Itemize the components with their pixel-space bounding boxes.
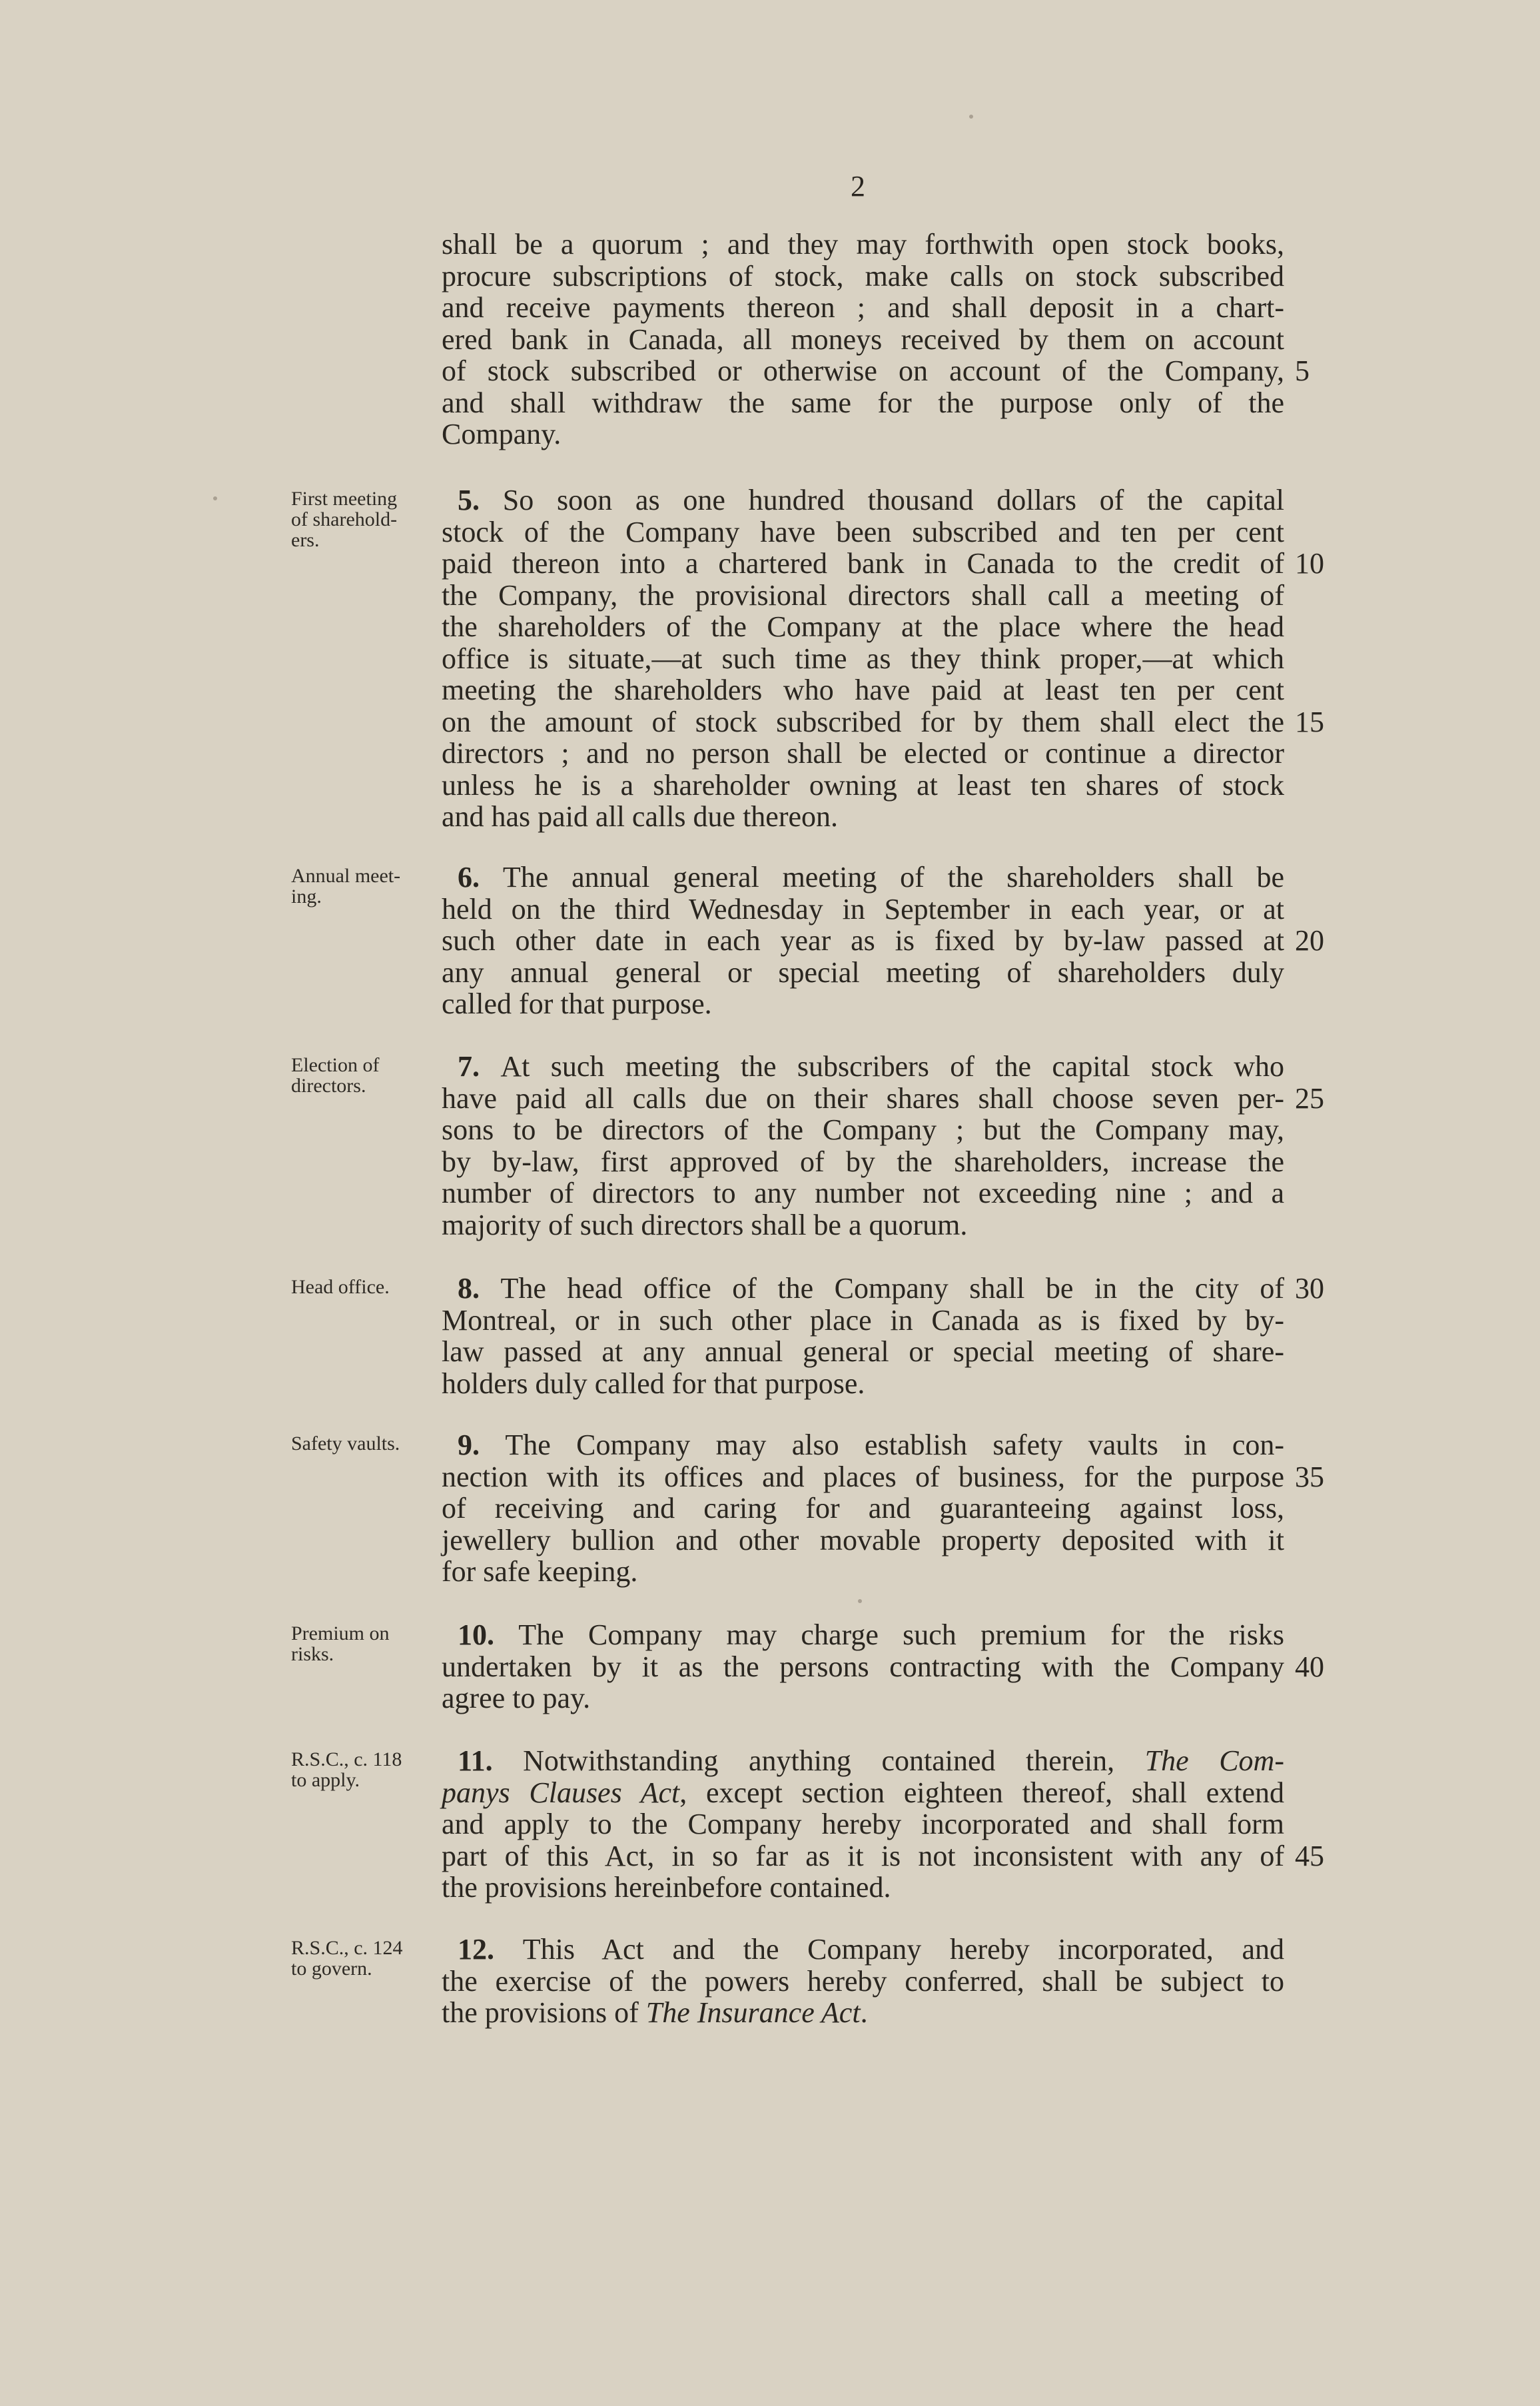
margin-note-line: Annual meet- xyxy=(291,865,401,887)
text-line: such other date in each year as is fixed by by-law passed at xyxy=(442,924,1284,957)
margin-note-line: Head office. xyxy=(291,1276,390,1298)
text-line: procure subscriptions of stock, make calls on stock subscribed xyxy=(442,259,1284,293)
text-line: of receiving and caring for and guaranteeing against loss, xyxy=(442,1492,1284,1524)
text-line: and apply to the Company hereby incorporated and shall form xyxy=(442,1808,1284,1840)
section-number: 8. xyxy=(458,1272,501,1305)
text-line: the provisions hereinbefore contained. xyxy=(442,1871,891,1904)
section-number: 6. xyxy=(458,861,503,894)
line-number: 20 xyxy=(1295,924,1324,957)
line-number: 45 xyxy=(1295,1839,1324,1872)
text-line: 6. The annual general meeting of the shareholders shall be xyxy=(458,861,1284,894)
text-line: unless he is a shareholder owning at least ten shares of stock xyxy=(442,768,1284,802)
section-number: 10. xyxy=(458,1618,519,1651)
text-line: 8. The head office of the Company shall be in the city of xyxy=(458,1272,1284,1305)
margin-note-line: Safety vaults. xyxy=(291,1433,400,1455)
section-paragraph xyxy=(442,1619,1284,1714)
text-line: and shall withdraw the same for the purpose only of the xyxy=(442,386,1284,419)
section-number: 7. xyxy=(458,1050,501,1083)
margin-note xyxy=(291,1277,444,1297)
text-line: holders duly called for that purpose. xyxy=(442,1367,865,1400)
text-line: held on the third Wednesday in September in each year, or at xyxy=(442,892,1284,925)
text-line: law passed at any annual general or special meeting of share- xyxy=(442,1335,1284,1368)
margin-note xyxy=(291,1749,444,1790)
margin-note xyxy=(291,1623,444,1664)
italic-title: The Com- xyxy=(1144,1744,1284,1777)
line-number: 5 xyxy=(1295,354,1310,387)
text-line: any annual general or special meeting of shareholders duly xyxy=(442,955,1284,989)
line-number: 40 xyxy=(1295,1650,1324,1683)
text-line: majority of such directors shall be a quorum. xyxy=(442,1208,968,1241)
margin-note-line: ing. xyxy=(291,886,322,907)
line-number: 30 xyxy=(1295,1272,1324,1305)
text-line: shall be a quorum ; and they may forthwith open stock books, xyxy=(442,228,1284,261)
text-line: the provisions of The Insurance Act. xyxy=(442,1996,868,2029)
margin-note xyxy=(291,1938,444,1979)
margin-note xyxy=(291,488,444,550)
continuation-paragraph xyxy=(442,229,1284,450)
margin-note-line: of sharehold- xyxy=(291,508,398,530)
text-line: 9. The Company may also establish safety vaults in con- xyxy=(458,1429,1285,1461)
section-paragraph xyxy=(442,862,1284,1020)
text-line: panys Clauses Act, except section eighteen thereof, shall extend xyxy=(442,1776,1284,1809)
line-number: 15 xyxy=(1295,705,1324,738)
text-line: 12. This Act and the Company hereby incorporated, and xyxy=(458,1933,1285,1966)
text-line: undertaken by it as the persons contracting with the Company xyxy=(442,1650,1284,1683)
margin-note-line: First meeting xyxy=(291,488,398,510)
margin-note-line: directors. xyxy=(291,1075,366,1097)
text-line: 7. At such meeting the subscribers of the capital stock who xyxy=(458,1050,1284,1083)
text-line: the shareholders of the Company at the place where the head xyxy=(442,610,1284,643)
text-line: nection with its offices and places of business, for the purpose xyxy=(442,1460,1284,1493)
margin-note xyxy=(291,1433,444,1454)
margin-note-line: risks. xyxy=(291,1643,334,1665)
margin-note xyxy=(291,866,444,907)
section-paragraph xyxy=(442,1429,1284,1588)
text-line: 5. So soon as one hundred thousand dollars of the capital xyxy=(458,484,1284,516)
section-paragraph xyxy=(442,1745,1284,1904)
margin-note-line: to govern. xyxy=(291,1958,372,1980)
text-line: Company. xyxy=(442,418,562,450)
margin-note-line: Premium on xyxy=(291,1622,390,1644)
section-number: 9. xyxy=(458,1429,506,1461)
text-line: stock of the Company have been subscribed and ten per cent xyxy=(442,515,1284,548)
page-number: 2 xyxy=(851,170,865,203)
text-line: by by-law, first approved of by the shareholders, increase the xyxy=(442,1145,1284,1178)
text-line: the Company, the provisional directors shall call a meeting of xyxy=(442,578,1284,612)
text-line: office is situate,—at such time as they think proper,—at which xyxy=(442,642,1284,675)
text-line: directors ; and no person shall be elected or continue a director xyxy=(442,737,1284,770)
line-number: 25 xyxy=(1295,1081,1324,1115)
paper-speck xyxy=(213,496,217,500)
text-line: paid thereon into a chartered bank in Canada to the credit of xyxy=(442,547,1284,580)
margin-note-line: R.S.C., c. 124 xyxy=(291,1937,403,1959)
margin-note xyxy=(291,1055,444,1096)
text-line: on the amount of stock subscribed for by them shall elect the xyxy=(442,705,1284,738)
margin-note-line: R.S.C., c. 118 xyxy=(291,1748,402,1770)
text-line: called for that purpose. xyxy=(442,987,712,1020)
section-number: 11. xyxy=(458,1744,524,1777)
text-line: 11. Notwithstanding anything contained therein, The Com- xyxy=(458,1744,1284,1777)
text-line: and has paid all calls due thereon. xyxy=(442,800,839,833)
section-paragraph xyxy=(442,1051,1284,1241)
section-number: 12. xyxy=(458,1933,523,1966)
text-line: part of this Act, in so far as it is not inconsistent with any of xyxy=(442,1839,1284,1872)
margin-note-line: Election of xyxy=(291,1054,380,1076)
italic-title: The Insurance Act xyxy=(645,1996,861,2029)
line-number: 35 xyxy=(1295,1460,1324,1493)
text-line: number of directors to any number not exceeding nine ; and a xyxy=(442,1177,1284,1209)
text-line: 10. The Company may charge such premium for the risks xyxy=(458,1618,1284,1651)
text-line: jewellery bullion and other movable property deposited with it xyxy=(442,1523,1284,1556)
text-line: meeting the shareholders who have paid at least ten per cent xyxy=(442,674,1284,706)
text-line: of stock subscribed or otherwise on account of the Company, xyxy=(442,354,1284,387)
text-line: for safe keeping. xyxy=(442,1555,638,1588)
paper-speck xyxy=(969,115,973,119)
text-line: Montreal, or in such other place in Canada as is fixed by by- xyxy=(442,1303,1284,1337)
section-number: 5. xyxy=(458,484,503,516)
section-paragraph xyxy=(442,1934,1284,2029)
text-line: ered bank in Canada, all moneys received by them on account xyxy=(442,322,1284,356)
section-paragraph xyxy=(442,484,1284,833)
text-line: agree to pay. xyxy=(442,1682,591,1714)
text-line: the exercise of the powers hereby conferred, shall be subject to xyxy=(442,1964,1284,1998)
line-number: 10 xyxy=(1295,547,1324,580)
section-paragraph xyxy=(442,1273,1284,1399)
text-line: have paid all calls due on their shares shall choose seven per- xyxy=(442,1081,1284,1115)
paper-speck xyxy=(858,1599,862,1603)
text-line: and receive payments thereon ; and shall deposit in a chart- xyxy=(442,291,1284,324)
italic-title: panys Clauses Act xyxy=(442,1776,680,1809)
margin-note-line: ers. xyxy=(291,529,320,551)
margin-note-line: to apply. xyxy=(291,1769,360,1791)
text-line: sons to be directors of the Company ; but the Company may, xyxy=(442,1113,1284,1146)
